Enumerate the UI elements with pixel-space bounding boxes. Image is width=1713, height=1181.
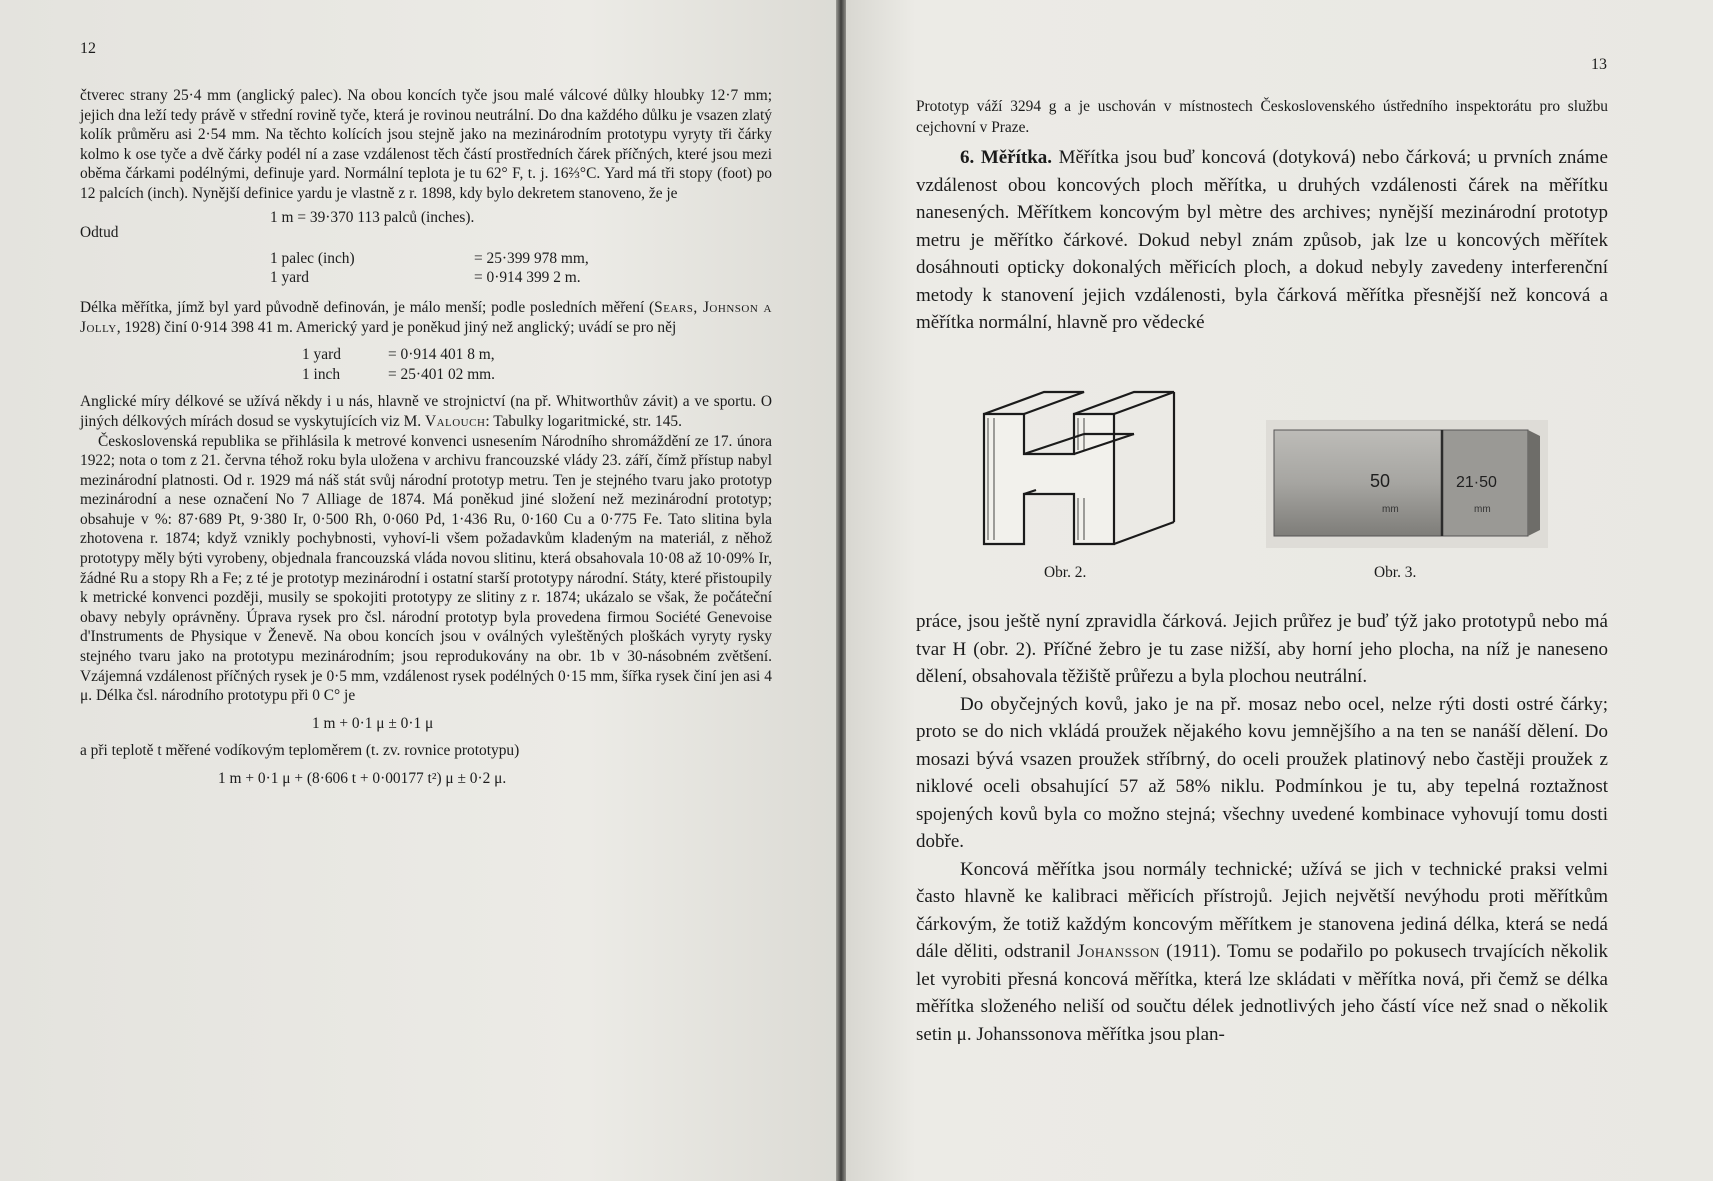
left-paragraph-5: a při teplotě t měřené vodíkovým teploměrem (t. zv. rovnice prototypu) (80, 742, 520, 760)
figures-row (846, 380, 1713, 580)
fig3-label-mm-1: mm (1382, 504, 1399, 515)
page-number-right: 13 (1591, 56, 1607, 73)
author-names: Sears, Johnson a Jolly (80, 298, 772, 336)
para5-text-a: Koncová měřítka jsou normály technické; užívá se jich v technické praksi velmi často hlavně ke kalibraci měřicích přístrojů. Jejich největší nevýhodu proti měřítkům čárkovým, že totiž každým koncovým měřítkem je stanovena jediná délka, která se nedá dále děliti, odstranil (916, 858, 1608, 962)
left-page (0, 0, 836, 1181)
para2-text-b: , 1928) činí 0·914 398 41 m. Americký yard je poněkud jiný než anglický; uvádí se pro něj (116, 318, 677, 336)
left-paragraph-3 (80, 392, 772, 431)
equation-prototype-temperature: 1 m + 0·1 μ + (8·606 t + 0·00177 t²) μ ± 0·2 μ. (218, 770, 507, 787)
equation-block-american (80, 345, 772, 384)
left-paragraph-2 (80, 298, 772, 337)
equation-prototype-length: 1 m + 0·1 μ ± 0·1 μ (312, 714, 434, 732)
eq-am-inch-label: 1 inch (302, 365, 341, 383)
eq-yard-value: = 0·914 399 2 m. (474, 269, 581, 287)
right-paragraph-2 (916, 144, 1608, 337)
author-johansson: Johansson (1077, 941, 1160, 962)
fig3-label-50: 50 (1370, 471, 1391, 491)
equation-block-english (80, 249, 772, 288)
para3-text-b: : Tabulky logaritmické, str. 145. (485, 412, 682, 430)
book-gutter (836, 0, 846, 1181)
para3-text-a: Anglické míry délkové se užívá někdy i u nás, hlavně ve strojnictví (na př. Whitworthův závit) a ve sportu. O jiných délkových mírách dosud se vyskytujících viz M. (80, 393, 772, 430)
eq-am-yard-label: 1 yard (302, 346, 341, 364)
author-valouch: Valouch (424, 412, 486, 430)
page-number-left: 12 (80, 40, 96, 57)
equation-meter-inches: 1 m = 39·370 113 palců (inches). (270, 208, 475, 226)
section-text: Měřítka jsou buď koncová (dotyková) nebo čárková; u prvních známe vzdálenost obou koncových ploch měřítka, u druhých vzdálenosti čárek na měřítku nanesených. Měřítkem koncovým byl mètre des archives; nynější mezinárodní prototyp metru je měřítko čárkové. Dokud nebyl znám způsob, jak lze u koncových měřítek dosáhnouti opticky dokonalých měřicích ploch, a dokud nebyly zavedeny interferenční metody k stanovení jejich vzdálenosti, byla čárková měřítka přesnější než koncová a měřítka normální, hlavně pro vědecké (916, 147, 1608, 333)
right-paragraph-3: práce, jsou ještě nyní zpravidla čárková. Jejich průřez je buď týž jako prototypů nebo má tvar H (obr. 2). Příčné žebro je tu zase nižší, aby horní jeho plocha, na níž je naneseno dělení, obsahovala těžiště průřezu a byla plochou neutrální. (916, 611, 1608, 687)
para2-text-a: Délka měřítka, jímž byl yard původně definován, je málo menší; podle posledních měření ( (80, 298, 655, 316)
section-heading: 6. Měřítka. (960, 147, 1053, 168)
para5-text-b: (1911). Tomu se podařilo po pokusech trvajících několik let vyrobiti přesná koncová měřítka, která lze skládati v měřítka nová, při čemž se délka měřítka složeného neliší od součtu délek jednotlivých jeho částí více než snad o několik setin μ. Johanssonova měřítka jsou plan- (916, 941, 1609, 1045)
fig3-caption: Obr. 3. (1374, 564, 1417, 581)
right-page (846, 0, 1713, 1181)
left-paragraph-4: Československá republika se přihlásila k metrové konvenci usnesením Národního shromáždění ze 17. února 1922; nota o tom z 21. června téhož roku byla uložena v archivu francouzské vlády 23. září, čímž přístup nabyl mezinárodní platnosti. Od r. 1929 má náš stát svůj národní prototyp metru. Ten je stejného tvaru jako prototyp mezinárodní a nese označení No 7 Alliage de 1874. Má poněkud jiné složení než mezinárodní prototyp; obsahuje v %: 87·689 Pt, 9·380 Ir, 0·500 Rh, 0·060 Pd, 1·436 Ru, 0·160 Cu a 0·775 Fe. Tato slitina byla zhotovena r. 1874; když vznikly pochybnosti, vyhoví-li všem požadavkům kladeným na materiál, z něhož prototypy měly býti vyrobeny, objednala francouzská vláda novou slitinu, která obsahovala 10·08 až 10·09% Ir, žádné Ru a stopy Rh a Fe; z té je prototyp mezinárodní i ostatní starší prototypy národní. Státy, které přistoupily k metrické konvenci později, musily se spokojiti prototypy ze slitiny z r. 1874; ukázalo se však, že počáteční obavy nebyly oprávněny. Úprava rysek pro čsl. národní prototyp byla provedena firmou Société Genevoise d'Instruments de Physique v Ženevě. Na obou koncích jsou v oválných vyleštěných ploškách vyryty rysky stejného tvaru jako na prototypu mezinárodním; jsou reprodukovány na obr. 1b v 30-násobném zvětšení. Vzájemná vzdálenost příčných rysek je 0·5 mm, vzdálenost rysek podélných 0·15 mm, šířka rysek činí jen asi 4 μ. Délka čsl. národního prototypu při 0 C° je (80, 432, 772, 705)
right-page-bottom-text (916, 608, 1608, 1048)
right-paragraph-1: Prototyp váží 3294 g a je uschován v místnostech Československého ústředního inspektorátu pro službu cejchovní v Praze. (916, 98, 1608, 136)
right-paragraph-4: Do obyčejných kovů, jako je na př. mosaz nebo ocel, nelze rýti dosti ostré čárky; proto se do nich vkládá proužek nějakého kovu jemnějšího a na ten se nanáší dělení. Do mosazi bývá vsazen proužek stříbrný, do oceli proužek platinový nebo častěji proužek z niklové oceli obsahující 57 až 58% niklu. Podmínkou je tu, aby tepelná roztažnost spojených kovů byla co možno stejná; všechny uvedené kombinace vyhovují tomu dosti dobře. (916, 693, 1608, 852)
fig2-caption: Obr. 2. (1044, 564, 1087, 581)
left-paragraph-1: čtverec strany 25·4 mm (anglický palec). Na obou koncích tyče jsou malé válcové důlky hloubky 12·7 mm; jejich dna leží tedy právě v střední rovině tyče, která je rovinou neutrální. Do dna každého důlku je vsazen zlatý kolík průměru asi 2·54 mm. Na těchto kolících jsou stejně jako na mezinárodním prototypu vyryty tři čárky kolmo k ose tyče a dvě čárky podél ní a zase vzdálenost těch částí prostředních čárek příčných, které jsou mezi oběma čárkami podélnými, definuje yard. Normální teplota je tu 62° F, t. j. 16⅔°C. Yard má tři stopy (foot) po 12 palcích (inch). Nynější definice yardu je vlastně z r. 1898, kdy bylo dekretem stanoveno, že je (80, 87, 772, 202)
fig2-h-profile-drawing (974, 384, 1244, 554)
eq-am-yard-value: = 0·914 401 8 m, (388, 346, 495, 364)
fig3-gauge-block-photo (1266, 420, 1548, 548)
odtud-label: Odtud (80, 224, 119, 242)
eq-am-inch-value: = 25·401 02 mm. (388, 365, 496, 383)
right-paragraph-5 (916, 856, 1608, 1049)
eq-inch-value: = 25·399 978 mm, (474, 249, 589, 267)
fig3-label-2150: 21·50 (1456, 474, 1497, 491)
eq-inch-label: 1 palec (inch) (270, 249, 355, 267)
right-page-top-text (916, 96, 1608, 337)
eq-yard-label: 1 yard (270, 269, 309, 287)
fig3-label-mm-2: mm (1474, 504, 1491, 515)
left-page-body (80, 86, 772, 789)
